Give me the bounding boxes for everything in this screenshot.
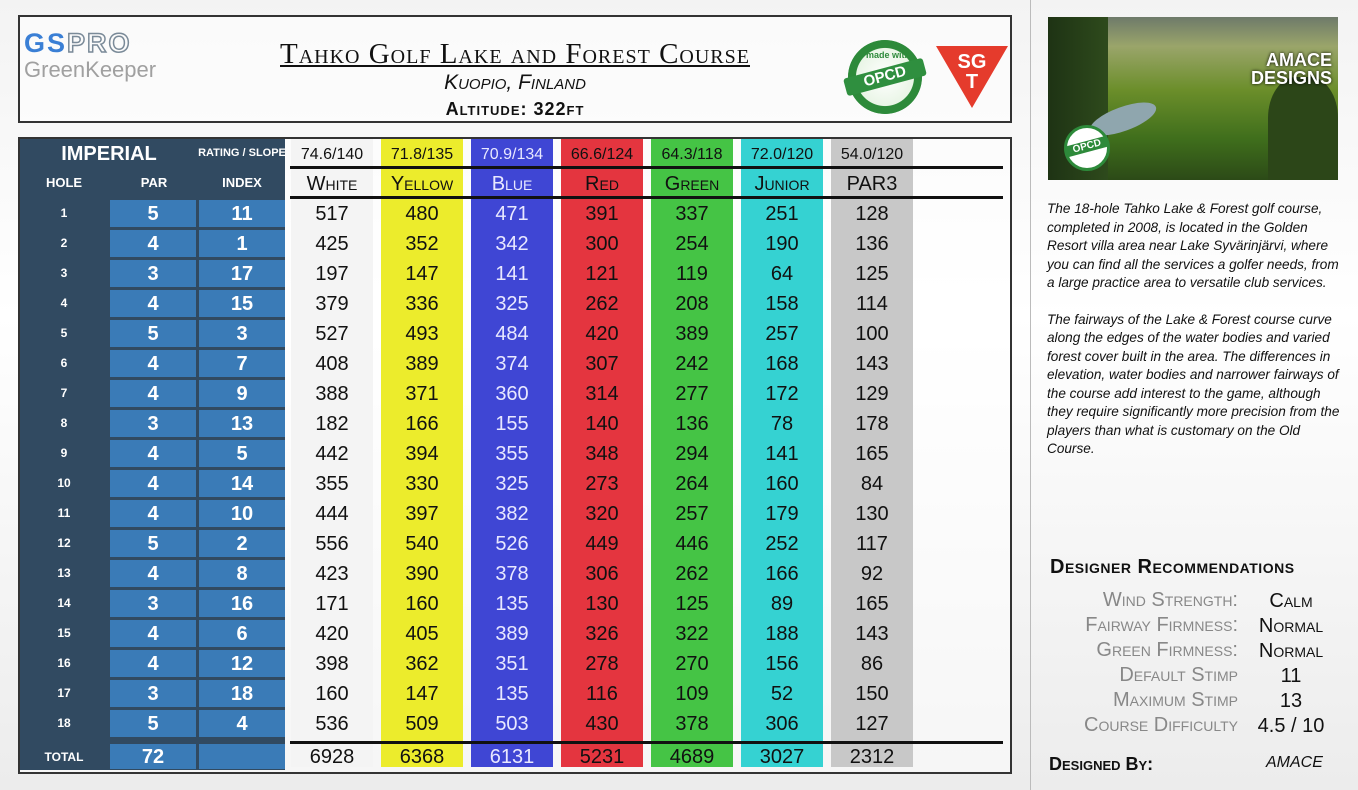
hole-yardage: 86 [860,653,884,675]
hole-par: 4 [147,503,159,525]
hole-yardage: 257 [675,503,709,525]
hole-yardage: 420 [585,323,619,345]
hole-yardage: 141 [765,443,799,465]
hole-yardage: 503 [495,713,529,735]
hole-yardage: 135 [495,593,529,615]
hole-yardage: 382 [495,503,529,525]
recommendation-label: Default Stimp [1119,664,1238,686]
hole-index: 11 [231,203,253,225]
hole-yardage: 389 [675,323,709,345]
hole-yardage: 480 [405,203,439,225]
hole-yardage: 337 [675,203,709,225]
hole-par: 4 [147,353,159,375]
tee-total: 3027 [759,746,805,768]
recommendation-value: Calm [1269,590,1313,612]
hole-par: 4 [147,383,159,405]
hole-yardage: 360 [495,383,529,405]
hole-index: 9 [236,383,248,405]
hole-number: 10 [57,476,71,490]
hole-index: 15 [230,293,254,315]
hole-yardage: 306 [585,563,619,585]
hole-yardage: 277 [675,383,709,405]
hole-yardage: 116 [586,683,618,705]
hole-par: 5 [147,323,159,345]
course-title: Tahko Golf Lake and Forest Course [280,38,750,70]
hole-number: 5 [60,326,68,340]
hole-number: 13 [57,566,71,580]
hole-index: 13 [230,413,254,435]
hole-yardage: 125 [675,593,709,615]
tee-rating-slope: 66.6/124 [570,146,634,163]
total-line [290,741,1003,744]
hole-number: 3 [60,266,68,280]
recommendation-label: Wind Strength: [1102,589,1238,611]
header-top-line [290,166,1003,169]
hole-yardage: 208 [675,293,709,315]
hole-yardage: 172 [765,383,799,405]
hole-yardage: 556 [315,533,349,555]
hole-index: 1 [236,233,248,255]
hole-yardage: 446 [675,533,709,555]
hole-par: 3 [147,593,159,615]
hole-yardage: 140 [585,413,619,435]
hole-yardage: 306 [765,713,799,735]
hole-yardage: 136 [675,413,709,435]
hole-yardage: 540 [405,533,439,555]
recommendation-value: Normal [1258,640,1324,662]
hole-yardage: 166 [405,413,439,435]
hole-index: 2 [236,533,248,555]
hole-yardage: 420 [315,623,349,645]
hole-yardage: 188 [765,623,799,645]
hole-yardage: 405 [405,623,439,645]
unit-label: IMPERIAL [61,143,157,165]
hole-par: 5 [147,203,159,225]
hole-number: 8 [60,416,68,430]
hole-yardage: 336 [405,293,439,315]
hole-index: 4 [236,713,248,735]
recommendation-value: 11 [1280,665,1302,687]
hole-yardage: 278 [585,653,619,675]
hole-par: 4 [147,653,159,675]
tee-rating-slope: 54.0/120 [840,146,904,163]
hole-yardage: 160 [315,683,349,705]
hole-yardage: 355 [315,473,349,495]
tee-name: Green [664,173,720,195]
hole-yardage: 389 [495,623,529,645]
hole-yardage: 342 [495,233,529,255]
recommendation-value: 4.5 / 10 [1257,715,1325,737]
hole-yardage: 449 [585,533,619,555]
tee-name: White [306,173,358,195]
amace-designs-logo: AMACE DESIGNS [1250,50,1332,88]
hole-par: 4 [147,473,159,495]
hole-yardage: 371 [405,383,439,405]
tee-rating-slope: 74.6/140 [300,146,364,163]
course-header [240,38,790,122]
hole-yardage: 52 [770,683,794,705]
tee-name: Blue [491,173,533,195]
hole-yardage: 121 [585,263,619,285]
hole-yardage: 307 [585,353,619,375]
hole-index: 7 [236,353,248,375]
hole-yardage: 150 [855,683,889,705]
hole-yardage: 165 [855,443,889,465]
tee-name: Red [585,173,619,195]
hole-yardage: 430 [585,713,619,735]
hole-yardage: 114 [856,293,888,315]
hole-yardage: 330 [405,473,439,495]
hole-yardage: 300 [585,233,619,255]
hole-yardage: 156 [765,653,799,675]
hole-yardage: 423 [315,563,349,585]
hole-yardage: 408 [315,353,349,375]
hole-yardage: 262 [675,563,709,585]
recommendation-value: Normal [1258,615,1324,637]
hole-yardage: 374 [495,353,529,375]
hole-par: 3 [147,413,159,435]
hole-yardage: 89 [770,593,794,615]
hole-yardage: 484 [495,323,529,345]
tee-name: Yellow [390,173,454,195]
hole-index: 3 [236,323,248,345]
hole-yardage: 397 [405,503,439,525]
hole-yardage: 262 [585,293,619,315]
hole-yardage: 64 [770,263,794,285]
recommendation-label: Fairway Firmness: [1085,614,1238,636]
hole-yardage: 526 [495,533,529,555]
course-photo [1048,17,1338,180]
par-header: PAR [140,175,168,190]
hole-par: 4 [147,443,159,465]
hole-yardage: 143 [855,623,889,645]
tee-total: 4689 [669,746,715,768]
hole-yardage: 379 [315,293,349,315]
hole-yardage: 136 [855,233,889,255]
hole-number: 18 [57,716,71,730]
tee-rating-slope: 72.0/120 [750,146,814,163]
hole-yardage: 109 [675,683,709,705]
hole-yardage: 390 [405,563,439,585]
hole-par: 4 [147,233,159,255]
hole-yardage: 378 [495,563,529,585]
hole-yardage: 398 [315,653,349,675]
hole-yardage: 264 [675,473,709,495]
recommendation-value: 13 [1279,690,1303,712]
hole-yardage: 165 [855,593,889,615]
hole-par: 5 [147,533,159,555]
tee-total: 5231 [579,746,625,768]
gspro-logo: GSPRO GreenKeeper [24,28,157,82]
hole-index: 17 [230,263,254,285]
hole-yardage: 391 [585,203,619,225]
hole-yardage: 119 [676,263,708,285]
hole-yardage: 273 [585,473,619,495]
hole-index: 5 [236,443,248,465]
hole-number: 9 [60,446,68,460]
hole-yardage: 314 [585,383,619,405]
hole-yardage: 251 [765,203,799,225]
tee-rating-slope: 64.3/118 [661,146,723,163]
hole-yardage: 158 [765,293,799,315]
hole-par: 3 [147,683,159,705]
hole-par: 3 [147,263,159,285]
hole-yardage: 257 [765,323,799,345]
hole-yardage: 325 [495,473,529,495]
hole-index: 18 [230,683,254,705]
panel-separator [1030,0,1031,790]
recommendation-label: Green Firmness: [1096,639,1238,661]
hole-number: 16 [57,656,71,670]
total-index-cell [199,744,285,769]
hole-header: HOLE [45,175,83,190]
description-paragraph-2: The fairways of the Lake & Forest course curve along the edges of the water bodies and varied forest cover built in the area. The differences in elevation, water bodies and narrower fairways of the course add interest to the game, although they require significantly more precision from the players than what is customary on the Old Course. [1047,311,1340,456]
hole-number: 6 [60,356,68,370]
hole-yardage: 517 [315,203,349,225]
hole-par: 4 [147,623,159,645]
hole-yardage: 168 [765,353,799,375]
hole-yardage: 242 [675,353,709,375]
hole-yardage: 179 [765,503,799,525]
hole-yardage: 254 [675,233,709,255]
tee-total: 6928 [309,746,355,768]
hole-yardage: 147 [405,683,439,705]
tee-total: 2312 [849,746,895,768]
tee-total: 6368 [399,746,445,768]
hole-yardage: 84 [860,473,884,495]
hole-number: 15 [57,626,71,640]
hole-yardage: 294 [675,443,709,465]
opcd-photo-badge: OPCD [1064,125,1110,171]
hole-yardage: 362 [405,653,439,675]
hole-yardage: 394 [405,443,439,465]
hole-index: 8 [236,563,248,585]
hole-number: 11 [57,506,71,520]
designer-name: AMACE [1266,754,1323,771]
opcd-badge: made with OPCD [848,40,922,114]
course-location: Kuopio, Finland [444,71,586,94]
recommendation-label: Course Difficulty [1084,714,1238,736]
hole-number: 17 [57,686,71,700]
hole-yardage: 348 [585,443,619,465]
hole-yardage: 270 [675,653,709,675]
hole-number: 7 [60,386,68,400]
hole-index: 16 [230,593,254,615]
hole-yardage: 78 [770,413,794,435]
hole-index: 10 [230,503,254,525]
hole-index: 6 [236,623,248,645]
hole-number: 2 [60,236,68,250]
hole-yardage: 128 [855,203,889,225]
hole-yardage: 378 [675,713,709,735]
hole-yardage: 127 [855,713,889,735]
hole-number: 14 [57,596,71,610]
hole-yardage: 352 [405,233,439,255]
hole-yardage: 351 [495,653,529,675]
hole-yardage: 182 [315,413,349,435]
hole-yardage: 135 [495,683,529,705]
sgt-logo: SG T [936,46,1008,108]
hole-yardage: 197 [315,263,349,285]
rating-slope-label: RATING / SLOPE [198,147,286,159]
hole-par: 5 [147,713,159,735]
hole-yardage: 389 [405,353,439,375]
hole-yardage: 117 [856,533,888,555]
description-paragraph-1: The 18-hole Tahko Lake & Forest golf course, completed in 2008, is located in the Golden Resort villa area near Lake Syvärinjärvi, where you can find all the services a golfer needs, from a large practice area to versatile club services. [1047,201,1339,290]
hole-yardage: 388 [315,383,349,405]
hole-par: 4 [147,293,159,315]
course-description [1047,200,1347,477]
hole-yardage: 355 [495,443,529,465]
tee-name: Junior [754,173,810,195]
hole-yardage: 425 [315,233,349,255]
tee-rating-slope: 70.9/134 [480,146,544,163]
index-header: INDEX [222,175,262,190]
hole-yardage: 444 [315,503,349,525]
hole-yardage: 130 [855,503,889,525]
course-altitude: Altitude: 322ft [445,99,585,119]
hole-yardage: 100 [855,323,889,345]
hole-yardage: 171 [315,593,349,615]
hole-yardage: 141 [495,263,529,285]
tee-total: 6131 [489,746,535,768]
total-label: TOTAL [44,750,84,764]
hole-yardage: 143 [855,353,889,375]
hole-yardage: 509 [405,713,439,735]
recommendation-label: Maximum Stimp [1113,689,1238,711]
hole-par: 4 [147,563,159,585]
recommendations-title: Designer Recommendations [1050,556,1295,578]
hole-yardage: 129 [855,383,889,405]
hole-index: 12 [230,653,254,675]
tee-name: PAR3 [846,173,898,195]
hole-yardage: 326 [585,623,619,645]
hole-yardage: 471 [495,203,529,225]
hole-yardage: 92 [860,563,884,585]
hole-yardage: 178 [855,413,889,435]
hole-number: 12 [57,536,71,550]
hole-number: 4 [60,296,68,310]
hole-yardage: 160 [765,473,799,495]
designed-by-label: Designed By: [1049,754,1154,774]
hole-yardage: 160 [405,593,439,615]
total-par: 72 [141,746,165,768]
hole-yardage: 322 [675,623,709,645]
hole-yardage: 166 [765,563,799,585]
hole-number: 1 [60,206,68,220]
header-bottom-line [290,196,1003,199]
hole-yardage: 493 [405,323,439,345]
hole-yardage: 155 [495,413,529,435]
hole-yardage: 536 [315,713,349,735]
hole-yardage: 325 [495,293,529,315]
hole-yardage: 527 [315,323,349,345]
hole-yardage: 125 [855,263,889,285]
tee-rating-slope: 71.8/135 [390,146,454,163]
hole-yardage: 130 [585,593,619,615]
hole-yardage: 190 [765,233,799,255]
hole-index: 14 [230,473,254,495]
hole-yardage: 320 [585,503,619,525]
hole-yardage: 147 [405,263,439,285]
hole-yardage: 442 [315,443,349,465]
hole-yardage: 252 [765,533,799,555]
